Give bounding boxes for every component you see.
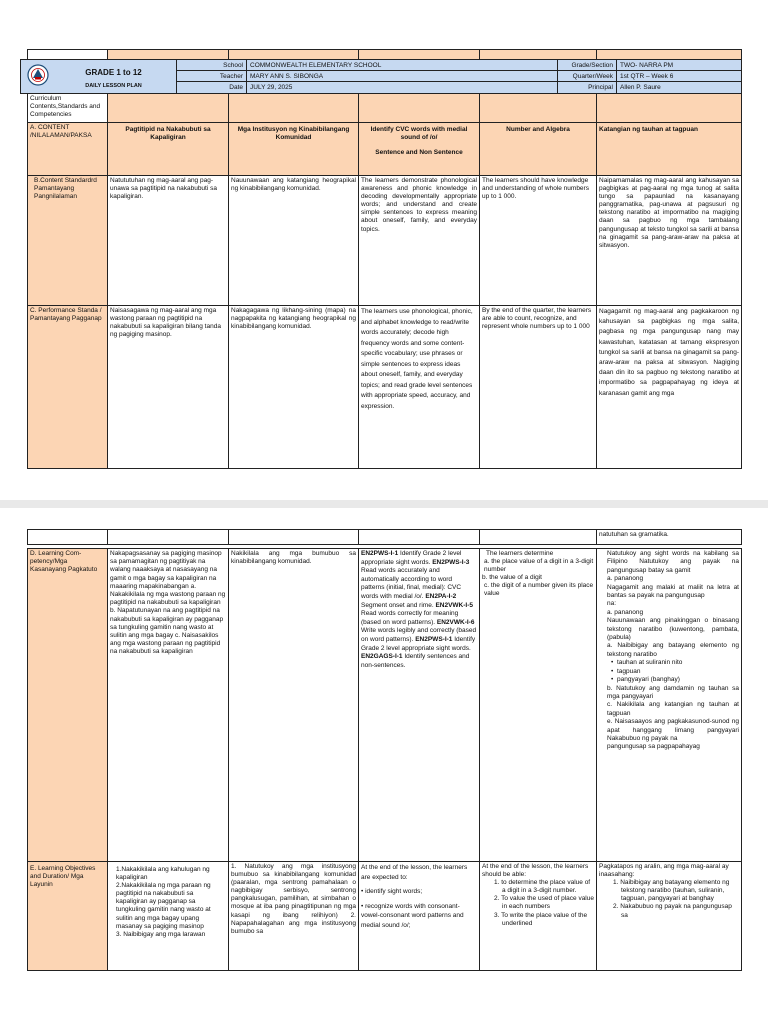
- grade-header: [20, 59, 177, 94]
- learning-competency-c4: [480, 549, 596, 600]
- performance-standard-c1-cell: [107, 305, 229, 469]
- lc-c5-line: na:: [607, 600, 617, 608]
- content-c2: Mga Institusyon ng Kinabibilangang Komunidad: [237, 126, 350, 142]
- lc-c5-line: a. Naibibigay ang batayang elemento ng tekstong naratibo: [607, 642, 739, 658]
- content-label-cell: [27, 122, 108, 176]
- obj-c4-item: 1. to determine the place value of a digit in a 3-digit number.: [494, 879, 591, 895]
- lc-c5-bullets: [607, 659, 739, 684]
- blank-cell: [228, 529, 359, 545]
- learning-competency-c3-cell: [358, 548, 480, 862]
- content-standard-c1-cell: [107, 175, 229, 306]
- grade-title: GRADE 1 to 12: [85, 68, 142, 77]
- obj-c3-item: • identify sight words;: [361, 888, 423, 895]
- content-standard-c4: The learners should have knowledge and understanding of whole numbers up to 1 000.: [482, 177, 589, 201]
- lc-c5-line: c. Nakikilala ang katangian ng tauhan at tagpuan: [607, 701, 739, 717]
- objectives-c2: 1. Natutukoy ang mga institusyong bumubuo sa kinabibilangang komunidad (paaralan, mga sentrong pamahalaan o nagbibigay serbisyo, sentrong pangkalusugan, pamilihan, at simbahan o mosque at iba pang pinagtitipunan ng mga kasapi ng ibang relihiyon) 2. Napapahalagahan ang mga institusyong bumubo sa: [231, 863, 356, 935]
- blank-cell: [358, 529, 480, 545]
- obj-c3-item: • recognize words with consonant-vowel-consonant word patterns and medial sound /o/;: [361, 902, 464, 929]
- content-standard-label-cell: [27, 175, 108, 306]
- learning-competency-c1: Nakapagsasanay sa pagiging masinop sa pamamagitan ng pagtitiyak na walang naaaksaya at nasasayang na gamit o mga bagay sa kapaligiran na maaaring mapakinabangan a. Nakakikilala ng mga wastong paraan ng pagtitipid na nakabubuti sa kapaligiran b. Napatutunayan na ang pagtitipid na nakabubuti sa kapaligiran ay pagganap sa tungkuling gamitin nang wasto at sulitin ang mga bagay c. Naisasakilos ang mga wastong paraan ng pagtitipid na nakabubuti sa kapaligiran: [110, 550, 226, 656]
- objectives-c1: [108, 862, 228, 940]
- performance-standard-label: C. Performance Standa / Pamantayang Pagganap: [30, 307, 102, 323]
- objectives-c5: [597, 862, 741, 921]
- performance-standard-c5-cell: [596, 305, 742, 469]
- competency-code: EN2PWS-I-3: [432, 558, 470, 566]
- content-standard-c2-cell: [228, 175, 359, 306]
- content-standard-c4-cell: [479, 175, 597, 306]
- obj-c5-item: 2. Nakabubuo ng payak na pangungusap sa: [613, 903, 732, 919]
- continuation-text: natutuhan sa gramatika.: [599, 531, 669, 538]
- blank-cell: [479, 93, 597, 123]
- content-standard-c5: Naipamamalas ng mag-aaral ang kahusayan sa pagbigkas at pag-aaral ng mga tunog at salita tungo sa papaunlad na kasanayang panggramatika, pag-unawa at pagsusuri ng tekstong naratibo at impormatibo na magiging daan sa pagbuo ng mga tambalang pangungusap at teksto tungkol sa sarili at bansa na ginagamit sa pang-araw-araw na paksa at sitwasyon.: [599, 177, 739, 249]
- learning-competency-c2: Nakikilala ang mga bumubuo sa kinabibilangang komunidad.: [231, 550, 356, 566]
- content-standard-c3-cell: [358, 175, 480, 306]
- date-label: Date: [229, 84, 243, 91]
- objectives-c4: [480, 862, 596, 929]
- learning-competency-c2-cell: [228, 548, 359, 862]
- learning-competency-c3: [359, 549, 479, 671]
- lc-c5-line: Natutukoy ang sight words na kabilang sa Filipino Natutukoy ang payak na pangungusap batay sa gamit: [607, 550, 739, 574]
- lc-c5-bullet: • pangyayari (banghay): [611, 676, 739, 684]
- obj-c1-item: 1.Nakakikilala ang kahulugan ng kapaligiran: [116, 866, 210, 882]
- obj-c3-intro: At the end of the lesson, the learners are expected to:: [361, 864, 468, 881]
- obj-c4-item: 3. To write the place value of the underlined: [494, 911, 588, 927]
- content-c1-cell: [107, 122, 229, 176]
- content-c3-cell: [358, 122, 480, 176]
- competency-text: Read words correctly for meaning (based on word patterns).: [361, 610, 459, 626]
- quarter-week-value: 1st QTR – Week 6: [620, 73, 674, 80]
- principal-label: Principal: [588, 84, 613, 91]
- content-c3-subtitle: Sentence and Non Sentence: [375, 149, 463, 157]
- lc-c5-line: pangungusap sa pagpapahayag: [607, 743, 700, 751]
- content-c4-cell: [479, 122, 597, 176]
- content-c5: Katangian ng tauhan at tagpuan: [599, 126, 698, 133]
- teacher-label: Teacher: [219, 73, 243, 80]
- competency-code: EN2GAGS-I-1: [361, 653, 403, 661]
- learning-competency-c5-cell: [596, 548, 742, 862]
- objectives-label-cell: [27, 861, 108, 971]
- competency-text: Identify sentences and non-sentences.: [361, 653, 470, 669]
- lc-c5-line: e. Naisasaayos ang pagkakasunod-sunod ng apat hanggang limang pangyayari Nakabubuo ng payak na: [607, 718, 739, 742]
- content-standard-c5-cell: [596, 175, 742, 306]
- competency-text: Identify Grade 2 level appropriate sight words.: [361, 550, 462, 566]
- competency-text: Read words accurately and automatically according to word patterns (initial, final, medial): CVC words with medial /o/.: [361, 567, 462, 600]
- objectives-c2-cell: [228, 861, 359, 971]
- performance-standard-c3-cell: [358, 305, 480, 469]
- performance-standard-c3: The learners use phonological, phonic, and alphabet knowledge to read/write words accurately; decode high frequency words and some content-specific vocabulary; use phrases or simple sentences to express ideas about oneself, family, and everyday topics; and read grade level sentences with appropriate speed, accuracy, and expression.: [361, 308, 473, 410]
- lc-c5-line: b. Natutukoy ang damdamin ng tauhan sa mga pangyayari: [607, 684, 739, 700]
- content-standard-c1: Natututuhan ng mag-aaral ang pag-unawa sa pagtitipid na nakabubuti sa kapaligiran.: [110, 177, 217, 201]
- performance-standard-c2-cell: [228, 305, 359, 469]
- competency-code: EN2PWS-I-1: [415, 635, 453, 643]
- school-label: School: [223, 62, 243, 69]
- learning-competency-c5: [597, 549, 741, 753]
- curriculum-label-cell: [27, 93, 108, 123]
- performance-standard-c4: By the end of the quarter, the learners are able to count, recognize, and represent whole numbers up to 1 000: [482, 307, 592, 331]
- blank-cell: [107, 529, 229, 545]
- lc-c4-line: a. the place value of a digit in a 3-digit number: [484, 558, 594, 574]
- teacher-value: MARY ANN S. SIBONGA: [250, 73, 324, 80]
- lc-c5-bullet: • tauhan at suliranin nito: [611, 659, 739, 667]
- competency-text: Write words legibly and correctly (based on word patterns).: [361, 627, 477, 643]
- grade-section-value: TWO- NARRA PM: [620, 62, 674, 69]
- content-c4: Number and Algebra: [506, 126, 570, 133]
- learning-competency-label: D. Learning Com-petency/Mga Kasanayang Pagkatuto: [30, 550, 98, 574]
- competency-text: Identify Grade 2 level appropriate sight words.: [361, 635, 476, 652]
- lc-c4-line: The learners determine: [486, 550, 554, 557]
- objectives-c3: [359, 862, 479, 931]
- performance-standard-c4-cell: [479, 305, 597, 469]
- blank-cell: [479, 529, 597, 545]
- obj-c1-item: 3. Naibibigay ang mga larawan: [116, 930, 206, 938]
- deped-seal-icon: [27, 63, 49, 87]
- obj-c1-item: 2.Nakakikilala ng mga paraan ng pagtitipid na nakabubuti sa kapaligiran ay pagganap sa tungkuling gamitin nang wasto at sulitin ang mga bagay upang masanay sa pagiging masinop: [116, 882, 211, 930]
- quarter-week-label: Quarter/Week: [572, 73, 613, 80]
- content-standard-c3: The learners demonstrate phonological awareness and phonic knowledge in decoding developmentally appropriate words; and understand and create simple sentences to express meaning about oneself, family, and everyday topics.: [361, 177, 477, 233]
- lesson-plan-page-1: [0, 0, 768, 500]
- obj-c5-item: 1. Naibibigay ang batayang elemento ng tekstong naratibo (tauhan, suliranin, tagpuan, pangyayari at banghay: [613, 879, 730, 903]
- objectives-c5-cell: [596, 861, 742, 971]
- objectives-c4-cell: [479, 861, 597, 971]
- content-c1: Pagtitipid na Nakabubuti sa Kapaligiran: [125, 126, 211, 142]
- blank-cell: [596, 93, 742, 123]
- date-value: JULY 29, 2025: [250, 84, 293, 91]
- performance-standard-c5: Nagagamit ng mag-aaral ang pagkakaroon ng kahusayan sa pagbigkas ng mga salita, pagbasa ng mga pangungusap nang may kawastuhan, katatasan at tamang ekspresyon tungkol sa sarili at bansa na ginagamit sa pang-araw-araw na paksa at sitwasyon. Nagiging daan din ito sa pagbuo ng tekstong naratibo at impormatibo sa pagpapahayag ng ideya at karanasan gamit ang mga: [599, 308, 739, 397]
- obj-c4-intro: At the end of the lesson, the learners should be able:: [482, 863, 589, 879]
- blank-cell: [228, 93, 359, 123]
- blank-cell: [27, 529, 108, 545]
- grade-section-label: Grade/Section: [571, 62, 613, 69]
- obj-c4-item: 2. To value the used of place value in each numbers: [494, 895, 594, 911]
- competency-code: EN2PA-I-2: [425, 592, 457, 600]
- lc-c5-bullet: • tagpuan: [611, 668, 739, 676]
- performance-standard-c1: Naisasagawa ng mag-aaral ang mga wastong paraan ng pagtitipid na nakabubuti sa kapaligiran bilang tanda ng pagiging masinop.: [110, 307, 221, 339]
- curriculum-label: Curriculum Contents,Standards and Competencies: [30, 95, 101, 119]
- lc-c4-line: b. the value of a digit: [482, 574, 542, 582]
- competency-code: EN2VWK-I-5: [435, 601, 473, 609]
- content-label: A. CONTENT /NILALAMAN/PAKSA: [30, 124, 92, 140]
- plan-title: DAILY LESSON PLAN: [85, 83, 142, 89]
- objectives-c1-cell: [107, 861, 229, 971]
- lesson-plan-page-2: [0, 508, 768, 1024]
- lc-c4-line: c. the digit of a number given its place value: [484, 582, 594, 598]
- lc-c5-line: a. pananong: [607, 575, 644, 583]
- content-c2-cell: [228, 122, 359, 176]
- lc-c5-line: Nagagamit ang malaki at maliit na letra at bantas sa payak na pangungusap: [607, 583, 739, 600]
- objectives-label: E. Learning Objectives and Duration/ Mga Layunin: [30, 865, 96, 889]
- learning-competency-label-cell: [27, 548, 108, 862]
- learning-competency-c4-cell: [479, 548, 597, 862]
- content-standard-c2: Nauunawaan ang katangiang heograpikal ng kinabibilangang komunidad.: [231, 177, 356, 193]
- obj-c5-intro: Pagkatapos ng aralin, ang mga mag-aaral ay inaasahang:: [599, 863, 729, 879]
- competency-code: EN2VWK-I-6: [436, 618, 475, 626]
- principal-value: Allen P. Saure: [620, 84, 661, 91]
- content-c5-cell: [596, 122, 742, 176]
- lc-c5-line: Nauunawaan ang pinakinggan o binasang tekstong naratibo (kuwentong, pambata, (pabula): [607, 617, 739, 642]
- performance-standard-label-cell: [27, 305, 108, 469]
- competency-text: Segment onset and rime.: [361, 601, 434, 609]
- lc-c5-line: a. pananong: [607, 608, 644, 616]
- performance-standard-c2: Nakagagawa ng likhang-sining (mapa) na nagpapakita ng katangiang heograpikal ng kinabibilangang komunidad.: [231, 307, 356, 331]
- continuation-cell: [596, 529, 742, 545]
- learning-competency-c1-cell: [107, 548, 229, 862]
- objectives-c3-cell: [358, 861, 480, 971]
- competency-code: EN2PWS-I-1: [361, 550, 399, 557]
- content-c3-title: Identify CVC words with medial sound of /o/: [370, 126, 468, 142]
- content-standard-label: B.Content Standardrd Pamantayang Pangnilalaman: [34, 177, 97, 201]
- school-value: COMMONWEALTH ELEMENTARY SCHOOL: [250, 62, 382, 69]
- blank-cell: [107, 93, 229, 123]
- blank-cell: [358, 93, 480, 123]
